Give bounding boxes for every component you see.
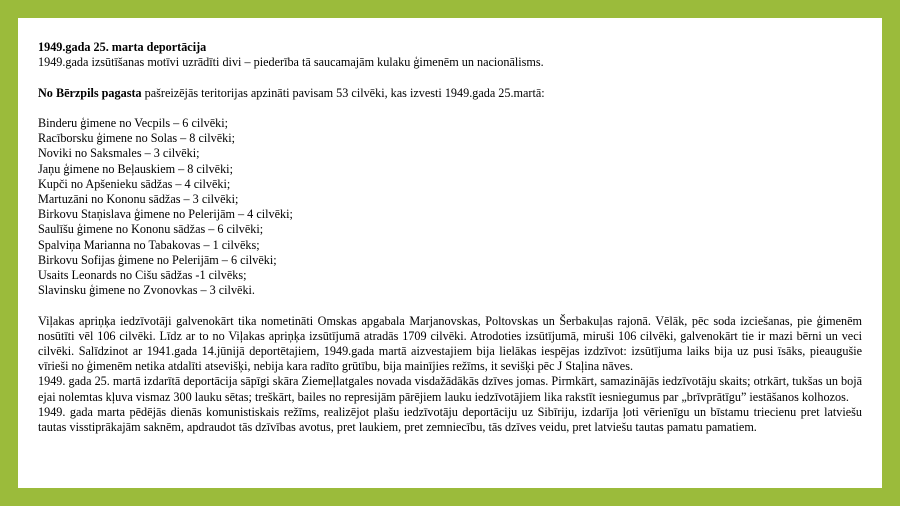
family-list — [38, 116, 862, 298]
paragraph: 1949. gada marta pēdējās dienās komunistiskais režīms, realizējot plašu iedzīvotāju deportāciju uz Sibīriju, izdarīja ļoti vērienīgu un bīstamu triecienu pret latviešu tautas visstiprākajām saknēm, apdraudot tās dzīvības avotus, pret laukiem, pret zemniecību, tās dzīves veidu, pret latviešu tautas pamatu pamatiem. — [38, 404, 862, 435]
region-line — [38, 86, 862, 101]
list-item: Racīborsku ģimene no Solas – 8 cilvēki; — [38, 131, 235, 146]
list-item: Usaits Leonards no Cišu sādžas -1 cilvēks; — [38, 268, 247, 283]
list-item: Noviki no Saksmales – 3 cilvēki; — [38, 146, 200, 161]
list-item: Spalviņa Marianna no Tabakovas – 1 cilvēks; — [38, 237, 260, 252]
list-item: Martuzāni no Kononu sādžas – 3 cilvēki; — [38, 192, 239, 206]
list-item: Jaņu ģimene no Beļauskiem – 8 cilvēki; — [38, 161, 233, 176]
document-body — [38, 40, 862, 435]
document-title: 1949.gada 25. marta deportācija — [38, 40, 207, 54]
intro-text: 1949.gada izsūtīšanas motīvi uzrādīti divi – piederība tā saucamajām kulaku ģimenēm un nacionālisms. — [38, 55, 544, 70]
spacer — [38, 298, 862, 313]
list-item: Slavinsku ģimene no Zvonovkas – 3 cilvēki. — [38, 283, 255, 298]
list-item: Binderu ģimene no Vecpils – 6 cilvēki; — [38, 115, 228, 130]
list-item: Birkovu Sofijas ģimene no Pelerijām – 6 cilvēki; — [38, 252, 277, 267]
region-description: pašreizējās teritorijas apzināti pavisam 53 cilvēki, kas izvesti 1949.gada 25.martā: — [141, 85, 545, 100]
paragraph: 1949. gada 25. martā izdarītā deportācija sāpīgi skāra Ziemeļlatgales novada visdažādākās dzīves jomas. Pirmkārt, samazinājās iedzīvotāju skaits; otrkārt, tukšas un bojā ejai nolemtas kļuva vismaz 300 lauku sētas; treškārt, bailes no represijām pārējiem lauku iedzīvotājiem lika rakstīt iesniegumus par „brīvprātīgu” iestāšanos kolhozos. — [38, 374, 862, 404]
list-item: Birkovu Staņislava ģimene no Pelerijām – 4 cilvēki; — [38, 207, 293, 222]
list-item: Kupči no Apšenieku sādžas – 4 cilvēki; — [38, 176, 231, 191]
slide — [18, 18, 882, 488]
list-item: Saulīšu ģimene no Kononu sādžas – 6 cilvēki; — [38, 222, 264, 237]
paragraph: Viļakas apriņķa iedzīvotāji galvenokārt tika nometināti Omskas apgabala Marjanovskas, Poltovskas un Šerbakuļas rajonā. Vēlāk, pēc soda izciešanas, pie ģimenēm nosūtīti vēl 106 cilvēki. Līdz ar to no Viļakas apriņķa izsūtījumā atradās 1709 cilvēki. Atrodoties izsūtījumā, miruši 106 cilvēki, galvenokārt tie ir mazi bērni un veci cilvēki. Salīdzinot ar 1941.gada 14.jūnijā deportētajiem, 1949.gada martā aizvestajiem bija lielākas iespējas izdzīvot: izsūtījuma laiks bija uz pusi īsāks, pieaugušie vīrieši no ģimenēm netika atdalīti atsevišķi, nebija kara radīto grūtību, bija mainījies režīms, it sevišķi pēc J Staļina nāves. — [38, 313, 862, 374]
region-name: No Bērzpils pagasta — [38, 85, 142, 100]
spacer — [38, 70, 862, 85]
spacer — [38, 101, 862, 116]
